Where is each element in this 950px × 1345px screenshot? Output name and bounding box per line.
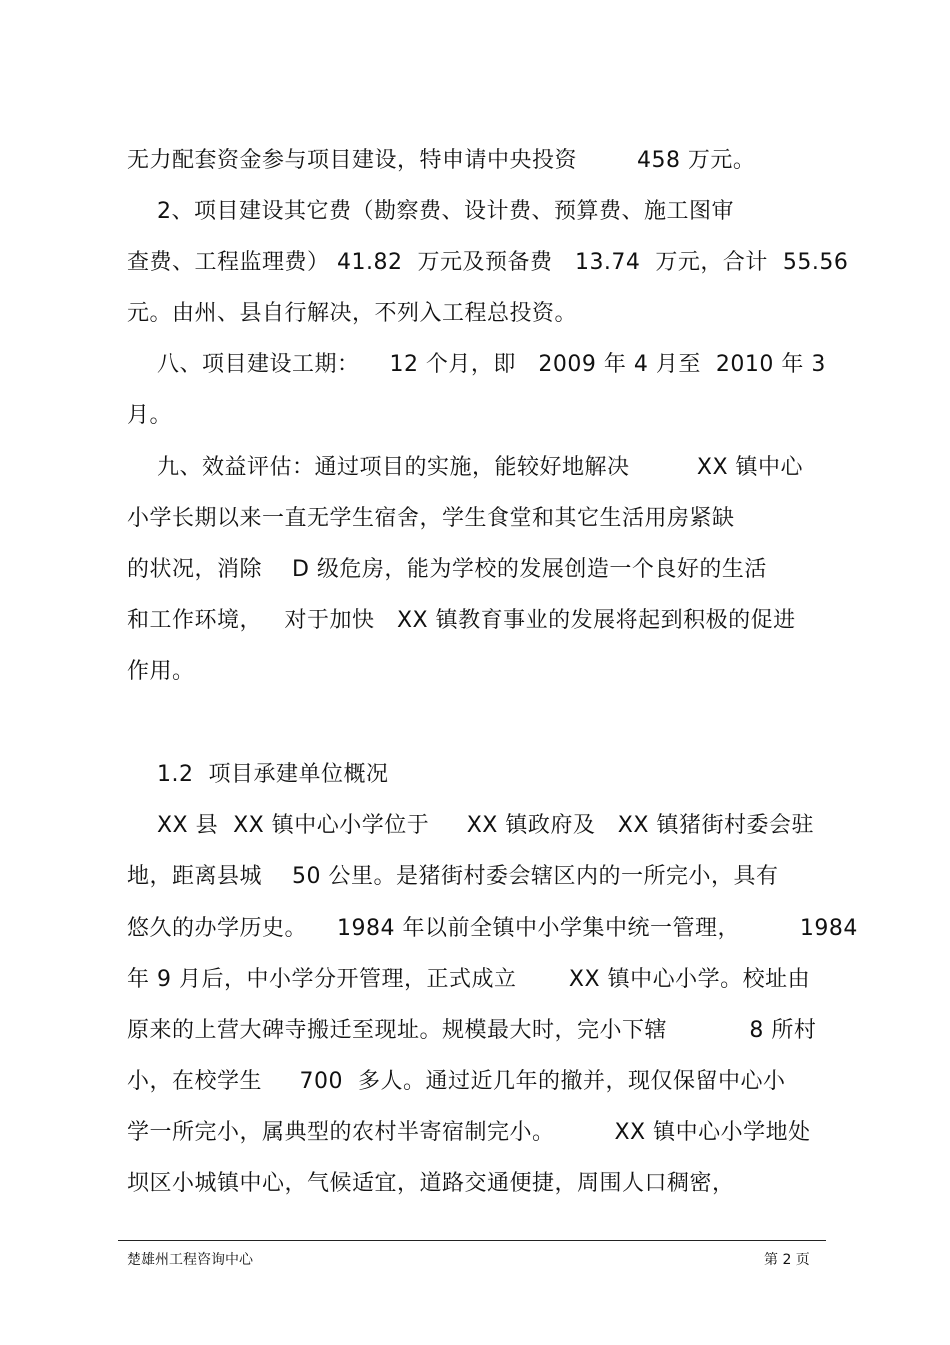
body-line-10: 和工作环境， 对于加快 XX 镇教育事业的发展将起到积极的促进 — [127, 608, 796, 633]
body-line-16: 年 9 月后，中小学分开管理，正式成立 XX 镇中心小学。校址由 — [127, 967, 811, 992]
body-line-11: 作用。 — [127, 659, 195, 684]
body-line-7: 九、效益评估：通过项目的实施，能较好地解决 XX 镇中心 — [127, 455, 804, 480]
body-line-1: 无力配套资金参与项目建设，特申请中央投资 458 万元。 — [127, 148, 756, 173]
body-line-18: 小，在校学生 700 多人。通过近几年的撤并，现仅保留中心小 — [127, 1069, 786, 1094]
body-line-13: XX 县 XX 镇中心小学位于 XX 镇政府及 XX 镇猪街村委会驻 — [127, 813, 814, 838]
body-line-4: 元。由州、县自行解决，不列入工程总投资。 — [127, 301, 578, 326]
body-line-5: 八、项目建设工期： 12 个月，即 2009 年 4 月至 2010 年 3 — [127, 352, 826, 377]
body-line-8: 小学长期以来一直无学生宿舍，学生食堂和其它生活用房紧缺 — [127, 506, 735, 531]
body-line-15: 悠久的办学历史。 1984 年以前全镇中小学集中统一管理， 1984 — [127, 916, 858, 941]
body-line-2: 2、项目建设其它费（勘察费、设计费、预算费、施工图审 — [127, 199, 734, 224]
footer-divider — [118, 1240, 826, 1241]
body-line-14: 地，距离县城 50 公里。是猪街村委会辖区内的一所完小，具有 — [127, 864, 779, 889]
body-line-19: 学一所完小，属典型的农村半寄宿制完小。 XX 镇中心小学地处 — [127, 1120, 811, 1145]
body-line-17: 原来的上营大碑寺搬迁至现址。规模最大时，完小下辖 8 所村 — [127, 1018, 817, 1043]
section-heading: 1.2 项目承建单位概况 — [127, 762, 389, 787]
page-number: 第 2 页 — [764, 1252, 810, 1268]
body-line-9: 的状况，消除 D 级危房，能为学校的发展创造一个良好的生活 — [127, 557, 767, 582]
body-line-6: 月。 — [127, 403, 173, 428]
footer-organization: 楚雄州工程咨询中心 — [127, 1252, 253, 1268]
body-line-20: 坝区小城镇中心，气候适宜，道路交通便捷，周围人口稠密， — [127, 1171, 735, 1196]
body-line-3: 查费、工程监理费） 41.82 万元及预备费 13.74 万元，合计 55.56 — [127, 250, 849, 275]
